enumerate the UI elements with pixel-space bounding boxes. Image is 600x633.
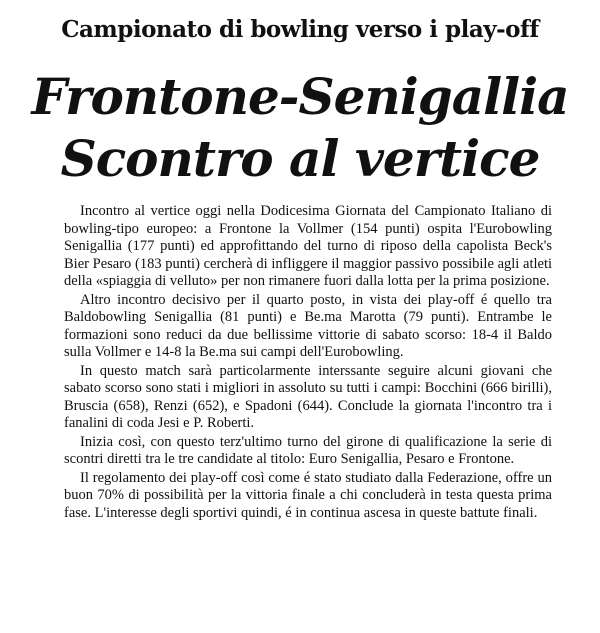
article-paragraph: Il regolamento dei play-off così come é stato studiato dalla Federazione, offre un buon 70% di possibilità per la vittoria finale a chi concluderà in testa questa prima fase. L'interesse degli sportivi quindi, é in continua ascesa in queste battute finali.	[64, 469, 552, 521]
article-paragraph: In questo match sarà particolarmente interssante seguire alcuni giovani che sabato scorso sono stati i migliori in assoluto su tutti i campi: Bocchini (666 birilli), Bruscia (658), Renzi (652), e Spadoni (644). Conclude la giornata l'incontro tra i fanalini di coda Jesi e P. Roberti.	[64, 362, 552, 431]
article-kicker: Campionato di bowling verso i play-off	[61, 16, 539, 43]
headline-line-2: Scontro al vertice	[60, 129, 540, 188]
article-paragraph: Incontro al vertice oggi nella Dodicesima Giornata del Campionato Italiano di bowling-tipo europeo: a Frontone la Vollmer (154 punti) ospita l'Eurobowling Senigallia (177 punti) ed approfittando del turno di riposo della capolista Beck's Bier Pesaro (183 punti) cercherà di infliggere il maggior passivo possibile agli atleti della «spiaggia di velluto» per non rimanere fuori dalla lotta per la prima posizione.	[64, 203, 552, 289]
article-paragraph: Inizia così, con questo terz'ultimo turno del girone di qualificazione la serie di scontri diretti tra le tre candidate al titolo: Euro Senigallia, Pesaro e Frontone.	[64, 433, 552, 467]
article-body	[64, 203, 552, 523]
headline-line-1: Frontone-Senigallia	[31, 67, 569, 126]
article-paragraph: Altro incontro decisivo per il quarto posto, in vista dei play-off é quello tra Baldobowling Senigallia (81 punti) e Be.ma Marotta (79 punti). Entrambe le formazioni sono reduci da due bellissime vittorie di sabato scorso: 18-4 il Baldo sulla Vollmer e 14-8 la Be.ma sui campi dell'Eurobowling.	[64, 291, 552, 360]
